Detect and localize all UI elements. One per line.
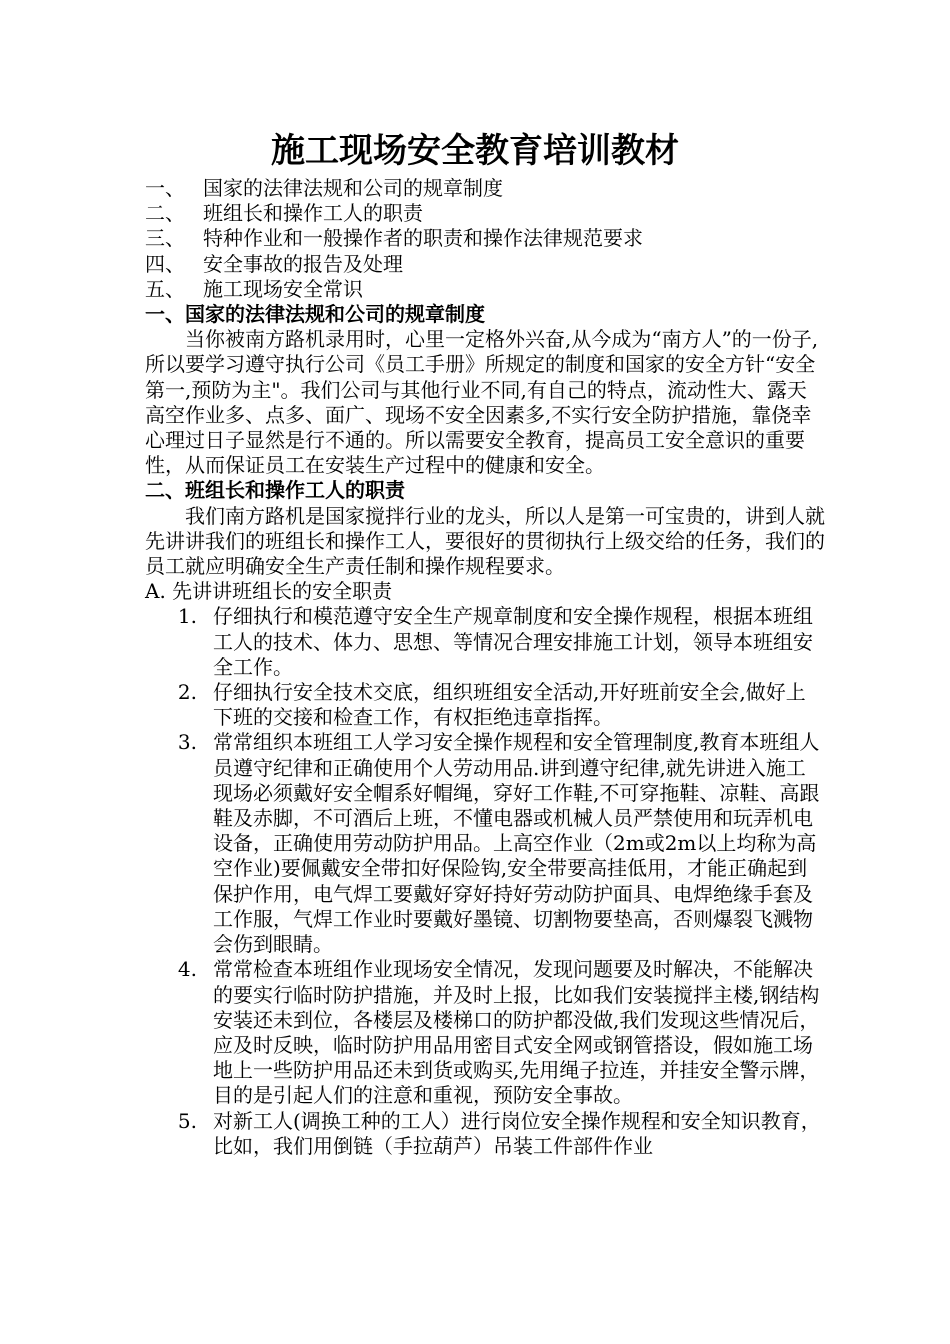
list-item-text: 对新工人(调换工种的工人）进行岗位安全操作规程和安全知识教育，比如，我们用倒链（手拉葫芦）吊装工件部件作业 xyxy=(213,1108,821,1158)
list-item-text: 常常组织本班组工人学习安全操作规程和安全管理制度,教育本班组人员遵守纪律和正确使用个人劳动用品.讲到遵守纪律,就先讲进入施工现场必须戴好安全帽系好帽绳，穿好工作鞋,不可穿拖鞋、凉鞋、高跟鞋及赤脚，不可酒后上班，不懂电器或机械人员严禁使用和玩弄机电设备，正确使用劳动防护用品。上高空作业（2m或2m以上均称为高空作业)要佩戴安全带扣好保险钩,安全带要高挂低用，才能正确起到保护作用，电气焊工要戴好穿好持好劳动防护面具、电焊绝缘手套及工作服，气焊工作业时要戴好墨镜、切割物要垫高，否则爆裂飞溅物会伤到眼睛。 xyxy=(213,730,820,957)
duty-list xyxy=(145,604,825,1158)
list-item-number: 2. xyxy=(177,680,197,705)
section-heading: 二、班组长和操作工人的职责 xyxy=(145,478,405,503)
section-paragraph: 我们南方路机是国家搅拌行业的龙头，所以人是第一可宝贵的，讲到人就先讲讲我们的班组长和操作工人，要很好的贯彻执行上级交给的任务，我们的员工就应明确安全生产责任制和操作规程要求。 xyxy=(145,503,825,579)
list-item-text: 仔细执行安全技术交底，组织班组安全活动,开好班前安全会,做好上下班的交接和检查工作，有权拒绝违章指挥。 xyxy=(213,680,806,730)
toc-item-number: 五、 xyxy=(145,276,185,301)
list-item xyxy=(145,1109,825,1159)
list-item xyxy=(145,680,825,730)
subsection-heading: A. 先讲讲班组长的安全职责 xyxy=(145,579,393,604)
list-item-number: 3. xyxy=(177,730,197,755)
list-item-number: 1. xyxy=(177,604,197,629)
toc-item xyxy=(145,252,825,277)
section-paragraph: 当你被南方路机录用时，心里一定格外兴奋,从今成为“南方人”的一份子,所以要学习遵守执行公司《员工手册》所规定的制度和国家的安全方针“安全第一,预防为主"。我们公司与其他行业不同,有自己的特点，流动性大、露天高空作业多、点多、面广、现场不安全因素多,不实行安全防护措施，靠侥幸心理过日子显然是行不通的。所以需要安全教育，提高员工安全意识的重要性，从而保证员工在安装生产过程中的健康和安全。 xyxy=(145,327,819,478)
table-of-contents xyxy=(145,176,825,302)
toc-item xyxy=(145,201,825,226)
list-item-number: 4. xyxy=(177,957,197,982)
toc-item-number: 二、 xyxy=(145,201,185,226)
toc-item xyxy=(145,277,825,302)
toc-item-number: 三、 xyxy=(145,226,185,251)
toc-item-number: 一、 xyxy=(145,176,185,200)
list-item xyxy=(145,604,825,680)
toc-item-text: 班组长和操作工人的职责 xyxy=(203,201,423,226)
list-item xyxy=(145,957,825,1108)
toc-item-text: 安全事故的报告及处理 xyxy=(203,251,403,276)
list-item-number: 5. xyxy=(177,1108,197,1133)
toc-item-number: 四、 xyxy=(145,251,185,276)
list-item-text: 仔细执行和模范遵守安全生产规章制度和安全操作规程，根据本班组工人的技术、体力、思想、等情况合理安排施工计划，领导本班组安全工作。 xyxy=(213,604,813,679)
list-item-text: 常常检查本班组作业现场安全情况，发现问题要及时解决，不能解决的要实行临时防护措施，并及时上报，比如我们安装搅拌主楼,钢结构安装还未到位，各楼层及楼梯口的防护都没做,我们发现这些情况后，应及时反映，临时防护用品用密目式安全网或钢管搭设，假如施工场地上一些防护用品还未到货或购买,先用绳子拉连，并挂安全警示牌，目的是引起人们的注意和重视，预防安全事故。 xyxy=(213,957,820,1108)
toc-item-text: 特种作业和一般操作者的职责和操作法律规范要求 xyxy=(203,226,643,251)
toc-item xyxy=(145,176,825,201)
toc-item-text: 国家的法律法规和公司的规章制度 xyxy=(203,176,503,200)
section-heading: 一、国家的法律法规和公司的规章制度 xyxy=(145,302,485,327)
list-item xyxy=(145,730,825,957)
toc-item-text: 施工现场安全常识 xyxy=(203,276,363,301)
document-body xyxy=(145,176,825,1159)
document-title: 施工现场安全教育培训教材 xyxy=(271,131,679,171)
toc-item xyxy=(145,226,825,251)
